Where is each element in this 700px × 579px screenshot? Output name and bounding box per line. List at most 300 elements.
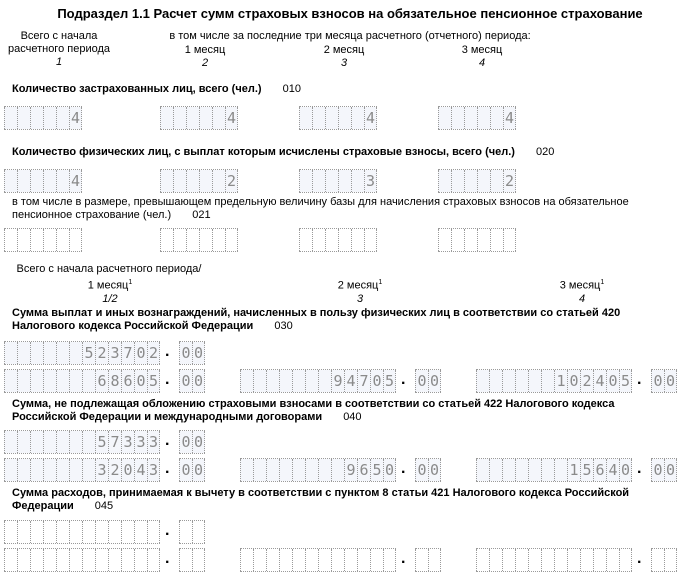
header-m3-num: 4: [478, 57, 486, 69]
line-020-code: 020: [536, 146, 555, 158]
line-040-m2-kop[interactable]: [415, 458, 441, 482]
line-020-m3-field[interactable]: [438, 169, 516, 193]
digit-cell: [451, 170, 464, 192]
line-030-m1-kop[interactable]: [179, 369, 205, 393]
digit-cell: [69, 459, 82, 481]
digit-cell: [173, 229, 186, 251]
digit-cell: [325, 107, 338, 129]
decimal-point: .: [165, 550, 170, 567]
digit-cell: 6: [593, 459, 606, 481]
digit-cell: [56, 107, 69, 129]
line-021-m3-field[interactable]: [438, 228, 516, 252]
digit-cell: [147, 521, 160, 543]
line-045-m1-rub[interactable]: [4, 548, 160, 572]
digit-cell: [476, 459, 489, 481]
digit-cell: [199, 107, 212, 129]
digit-cell: 0: [193, 461, 204, 479]
decimal-point: .: [165, 432, 170, 449]
header2-total-label: Всего с начала расчетного периода/: [16, 263, 202, 275]
line-045-m1-kop[interactable]: [179, 548, 205, 572]
line-030-text: Сумма выплат и иных вознаграждений, начисленных в пользу физических лиц в соответствии со статьей 420 Налогового кодекса Российской Федерации: [12, 307, 621, 332]
digit-cell: [17, 431, 30, 453]
digit-cell: 3: [365, 172, 376, 190]
line-021-label: [12, 196, 652, 222]
line-010-total-field[interactable]: [4, 106, 82, 130]
header-m3-label: 3 месяц: [461, 44, 503, 56]
digit-cell: 0: [179, 459, 192, 481]
header-m2-col: [304, 44, 384, 70]
digit-cell: [489, 370, 502, 392]
digit-cell: [364, 229, 377, 251]
digit-cell: [212, 107, 225, 129]
digit-cell: 7: [121, 342, 134, 364]
digit-cell: 0: [651, 370, 664, 392]
digit-cell: [56, 229, 69, 251]
digit-cell: [344, 549, 357, 571]
line-030-m3-rub[interactable]: [476, 369, 632, 393]
digit-cell: [43, 549, 56, 571]
digit-cell: 0: [384, 461, 395, 479]
decimal-point: .: [165, 522, 170, 539]
digit-cell: [69, 431, 82, 453]
line-021-m1-field[interactable]: [160, 228, 238, 252]
digit-cell: 0: [370, 370, 383, 392]
digit-cell: [179, 521, 192, 543]
digit-cell: [134, 549, 147, 571]
digit-cell: [331, 549, 344, 571]
digit-cell: [305, 370, 318, 392]
digit-cell: [186, 107, 199, 129]
digit-cell: [160, 170, 173, 192]
digit-cell: [351, 107, 364, 129]
digit-cell: 2: [108, 459, 121, 481]
digit-cell: [451, 229, 464, 251]
digit-cell: 0: [665, 372, 676, 390]
digit-cell: [212, 229, 225, 251]
digit-cell: 9: [344, 459, 357, 481]
line-040-m1-rub[interactable]: [4, 458, 160, 482]
digit-cell: 0: [121, 459, 134, 481]
header-total-num: 1: [55, 56, 63, 68]
line-040-m2-rub[interactable]: [240, 458, 396, 482]
header2-m3-text: 3 месяц: [559, 279, 601, 292]
digit-cell: 0: [193, 433, 204, 451]
digit-cell: [279, 549, 292, 571]
line-010-m2-field[interactable]: [299, 106, 377, 130]
digit-cell: [4, 107, 17, 129]
digit-cell: [357, 549, 370, 571]
decimal-point: .: [165, 460, 170, 477]
header2-m1-num: 1/2: [102, 292, 118, 305]
digit-cell: [43, 431, 56, 453]
digit-cell: [528, 459, 541, 481]
decimal-point: .: [401, 460, 406, 477]
digit-cell: [279, 459, 292, 481]
digit-cell: [56, 549, 69, 571]
header2-m2-sup: 1: [378, 279, 383, 286]
digit-cell: 9: [331, 370, 344, 392]
digit-cell: [305, 459, 318, 481]
digit-cell: [186, 170, 199, 192]
digit-cell: [554, 549, 567, 571]
line-040-text: Сумма, не подлежащая обложению страховыми взносами в соответствии со статьей 422 Налогового кодекса Российской Федерации и международными договорами: [12, 398, 615, 423]
digit-cell: 0: [415, 370, 428, 392]
digit-cell: [95, 521, 108, 543]
line-010-label: [12, 83, 301, 96]
digit-cell: 4: [504, 109, 515, 127]
digit-cell: [43, 170, 56, 192]
digit-cell: 0: [651, 459, 664, 481]
digit-cell: [305, 549, 318, 571]
line-010-m3-field[interactable]: [438, 106, 516, 130]
digit-cell: [464, 107, 477, 129]
digit-cell: [580, 549, 593, 571]
digit-cell: [490, 229, 503, 251]
line-040-m3-kop[interactable]: [651, 458, 677, 482]
line-010-text: Количество застрахованных лиц, всего (чел.): [12, 83, 262, 95]
digit-cell: [43, 342, 56, 364]
digit-cell: [108, 521, 121, 543]
digit-cell: 3: [108, 342, 121, 364]
digit-cell: [502, 459, 515, 481]
digit-cell: [266, 549, 279, 571]
line-021-m2-field[interactable]: [299, 228, 377, 252]
digit-cell: [664, 549, 677, 571]
digit-cell: [325, 170, 338, 192]
digit-cell: [69, 342, 82, 364]
header2-m2-num: 3: [356, 292, 364, 305]
line-010-code: 010: [282, 83, 301, 95]
digit-cell: 5: [370, 459, 383, 481]
decimal-point: .: [401, 550, 406, 567]
decimal-point: .: [401, 371, 406, 388]
digit-cell: [56, 521, 69, 543]
digit-cell: 2: [504, 172, 515, 190]
header2-m3-col: [542, 276, 622, 306]
line-030-total-kop[interactable]: [179, 341, 205, 365]
digit-cell: [121, 549, 134, 571]
digit-cell: [477, 229, 490, 251]
header2-m2-text: 2 месяц: [337, 279, 379, 292]
digit-cell: 4: [593, 370, 606, 392]
digit-cell: [95, 549, 108, 571]
line-040-label: [12, 398, 652, 424]
digit-cell: [541, 370, 554, 392]
digit-cell: [225, 229, 238, 251]
digit-cell: [173, 170, 186, 192]
digit-cell: [503, 229, 516, 251]
digit-cell: [30, 521, 43, 543]
digit-cell: 0: [179, 342, 192, 364]
header2-m1-label: [70, 276, 150, 293]
digit-cell: [4, 370, 17, 392]
digit-cell: [253, 459, 266, 481]
digit-cell: 0: [606, 370, 619, 392]
digit-cell: [541, 459, 554, 481]
digit-cell: [477, 170, 490, 192]
digit-cell: [253, 370, 266, 392]
digit-cell: [43, 370, 56, 392]
digit-cell: [17, 170, 30, 192]
line-030-code: 030: [274, 320, 293, 332]
decimal-point: .: [637, 550, 642, 567]
line-045-label: [12, 487, 652, 513]
header-m1-num: 2: [201, 57, 209, 69]
digit-cell: 4: [70, 172, 81, 190]
digit-cell: [17, 370, 30, 392]
digit-cell: [312, 170, 325, 192]
digit-cell: [438, 170, 451, 192]
line-045-m3-rub[interactable]: [476, 548, 632, 572]
digit-cell: [279, 370, 292, 392]
line-030-m3-kop[interactable]: [651, 369, 677, 393]
digit-cell: [134, 521, 147, 543]
header2-m3-num: 4: [578, 292, 586, 305]
section-title: Подраздел 1.1 Расчет сумм страховых взносов на обязательное пенсионное страхование: [57, 6, 643, 21]
digit-cell: [43, 459, 56, 481]
digit-cell: [489, 549, 502, 571]
digit-cell: [69, 229, 82, 251]
line-030-label: [12, 307, 652, 333]
header-total-col: [4, 30, 114, 69]
digit-cell: [338, 170, 351, 192]
digit-cell: 0: [193, 344, 204, 362]
digit-cell: [4, 549, 17, 571]
digit-cell: [69, 521, 82, 543]
digit-cell: [17, 521, 30, 543]
digit-cell: 2: [95, 342, 108, 364]
digit-cell: [266, 370, 279, 392]
digit-cell: [179, 549, 192, 571]
line-040-m1-kop[interactable]: [179, 458, 205, 482]
digit-cell: 5: [82, 342, 95, 364]
digit-cell: [331, 459, 344, 481]
line-045-total-rub[interactable]: [4, 520, 160, 544]
digit-cell: [4, 521, 17, 543]
digit-cell: [490, 107, 503, 129]
digit-cell: 0: [179, 431, 192, 453]
digit-cell: [30, 431, 43, 453]
digit-cell: [30, 107, 43, 129]
digit-cell: [240, 459, 253, 481]
line-045-text: Сумма расходов, принимаемая к вычету в соответствии с пунктом 8 статьи 421 Налогового кодекса Российской Федерации: [12, 487, 630, 512]
digit-cell: [266, 459, 279, 481]
digit-cell: [312, 229, 325, 251]
digit-cell: [606, 549, 619, 571]
line-021-code: 021: [192, 209, 211, 221]
digit-cell: [4, 170, 17, 192]
digit-cell: [30, 549, 43, 571]
digit-cell: [56, 459, 69, 481]
digit-cell: [351, 229, 364, 251]
digit-cell: 4: [606, 459, 619, 481]
digit-cell: [147, 549, 160, 571]
header-m2-label: 2 месяц: [323, 44, 365, 56]
digit-cell: [318, 549, 331, 571]
digit-cell: 7: [108, 431, 121, 453]
decimal-point: .: [637, 460, 642, 477]
digit-cell: [292, 549, 305, 571]
digit-cell: 5: [148, 372, 159, 390]
line-045-code: 045: [94, 500, 114, 512]
header-m1-col: [165, 44, 245, 70]
digit-cell: [299, 229, 312, 251]
digit-cell: [489, 459, 502, 481]
digit-cell: [212, 170, 225, 192]
digit-cell: [292, 459, 305, 481]
digit-cell: [451, 107, 464, 129]
digit-cell: 0: [134, 370, 147, 392]
digit-cell: 3: [121, 431, 134, 453]
digit-cell: [69, 549, 82, 571]
line-030-m1-rub[interactable]: [4, 369, 160, 393]
digit-cell: [56, 370, 69, 392]
digit-cell: [515, 459, 528, 481]
digit-cell: [43, 107, 56, 129]
digit-cell: [43, 521, 56, 543]
digit-cell: 4: [344, 370, 357, 392]
digit-cell: [56, 342, 69, 364]
digit-cell: [438, 229, 451, 251]
line-021-total-field[interactable]: [4, 228, 82, 252]
digit-cell: [30, 370, 43, 392]
digit-cell: [318, 370, 331, 392]
line-020-m1-field[interactable]: [160, 169, 238, 193]
digit-cell: 4: [134, 459, 147, 481]
digit-cell: [477, 107, 490, 129]
line-030-total-rub[interactable]: [4, 341, 160, 365]
digit-cell: [4, 459, 17, 481]
digit-cell: [528, 549, 541, 571]
digit-cell: [554, 459, 567, 481]
digit-cell: [17, 459, 30, 481]
digit-cell: [17, 107, 30, 129]
digit-cell: [30, 170, 43, 192]
digit-cell: 5: [384, 372, 395, 390]
digit-cell: [338, 229, 351, 251]
digit-cell: [186, 229, 199, 251]
digit-cell: 0: [429, 372, 440, 390]
digit-cell: [292, 370, 305, 392]
header-m1-label: 1 месяц: [184, 44, 226, 56]
digit-cell: 5: [95, 431, 108, 453]
line-030-m2-kop[interactable]: [415, 369, 441, 393]
digit-cell: [82, 521, 95, 543]
digit-cell: 3: [148, 461, 159, 479]
digit-cell: [476, 370, 489, 392]
header-m2-num: 3: [340, 57, 348, 69]
digit-cell: [160, 107, 173, 129]
header2-m2-label: [320, 276, 400, 293]
digit-cell: [567, 549, 580, 571]
line-040-total-rub[interactable]: [4, 430, 160, 454]
digit-cell: 3: [95, 459, 108, 481]
digit-cell: 0: [193, 372, 204, 390]
line-040-code: 040: [343, 411, 362, 423]
digit-cell: [464, 170, 477, 192]
digit-cell: [108, 549, 121, 571]
digit-cell: [240, 370, 253, 392]
digit-cell: [325, 229, 338, 251]
line-020-text: Количество физических лиц, с выплат которым исчислены страховые взносы, всего (чел.): [12, 146, 515, 158]
header2-m1-text: 1 месяц: [87, 279, 129, 292]
digit-cell: 3: [134, 431, 147, 453]
header-span-label: в том числе за последние три месяца расчетного (отчетного) периода:: [169, 30, 531, 42]
digit-cell: 4: [226, 109, 237, 127]
line-045-m2-rub[interactable]: [240, 548, 396, 572]
digit-cell: [651, 549, 664, 571]
digit-cell: [199, 170, 212, 192]
digit-cell: [30, 459, 43, 481]
digit-cell: 6: [121, 370, 134, 392]
digit-cell: [192, 521, 205, 543]
digit-cell: 2: [148, 344, 159, 362]
digit-cell: [338, 107, 351, 129]
digit-cell: [4, 229, 17, 251]
line-020-label: [12, 146, 554, 159]
digit-cell: 6: [95, 370, 108, 392]
digit-cell: [593, 549, 606, 571]
digit-cell: [4, 342, 17, 364]
digit-cell: [490, 170, 503, 192]
digit-cell: 5: [580, 459, 593, 481]
digit-cell: [464, 229, 477, 251]
digit-cell: 2: [580, 370, 593, 392]
digit-cell: [43, 229, 56, 251]
line-045-m2-kop[interactable]: [415, 548, 441, 572]
digit-cell: [415, 549, 428, 571]
line-020-m2-field[interactable]: [299, 169, 377, 193]
line-045-total-kop[interactable]: [179, 520, 205, 544]
digit-cell: [515, 549, 528, 571]
digit-cell: [82, 431, 95, 453]
line-040-m3-rub[interactable]: [476, 458, 632, 482]
digit-cell: [30, 229, 43, 251]
digit-cell: [476, 549, 489, 571]
digit-cell: [619, 549, 632, 571]
digit-cell: [299, 107, 312, 129]
digit-cell: [312, 107, 325, 129]
decimal-point: .: [165, 371, 170, 388]
digit-cell: 3: [148, 433, 159, 451]
digit-cell: 2: [226, 172, 237, 190]
header2-m1-col: [70, 276, 150, 306]
line-045-m3-kop[interactable]: [651, 548, 677, 572]
digit-cell: [192, 549, 205, 571]
line-020-total-field[interactable]: [4, 169, 82, 193]
line-021-text: в том числе в размере, превышающем предельную величину базы для начисления страховых взносов на обязательное пенсионное страхование (чел.): [12, 196, 629, 221]
digit-cell: [82, 459, 95, 481]
digit-cell: [121, 521, 134, 543]
line-040-total-kop[interactable]: [179, 430, 205, 454]
digit-cell: [199, 229, 212, 251]
line-010-m1-field[interactable]: [160, 106, 238, 130]
digit-cell: [541, 549, 554, 571]
digit-cell: 0: [134, 342, 147, 364]
header2-m1-sup: 1: [128, 279, 133, 286]
digit-cell: [56, 170, 69, 192]
digit-cell: 5: [620, 372, 631, 390]
digit-cell: [17, 342, 30, 364]
digit-cell: [515, 370, 528, 392]
digit-cell: 6: [357, 459, 370, 481]
digit-cell: 0: [415, 459, 428, 481]
digit-cell: [438, 107, 451, 129]
digit-cell: 7: [357, 370, 370, 392]
digit-cell: [240, 549, 253, 571]
header2-m3-sup: 1: [600, 279, 605, 286]
line-030-m2-rub[interactable]: [240, 369, 396, 393]
